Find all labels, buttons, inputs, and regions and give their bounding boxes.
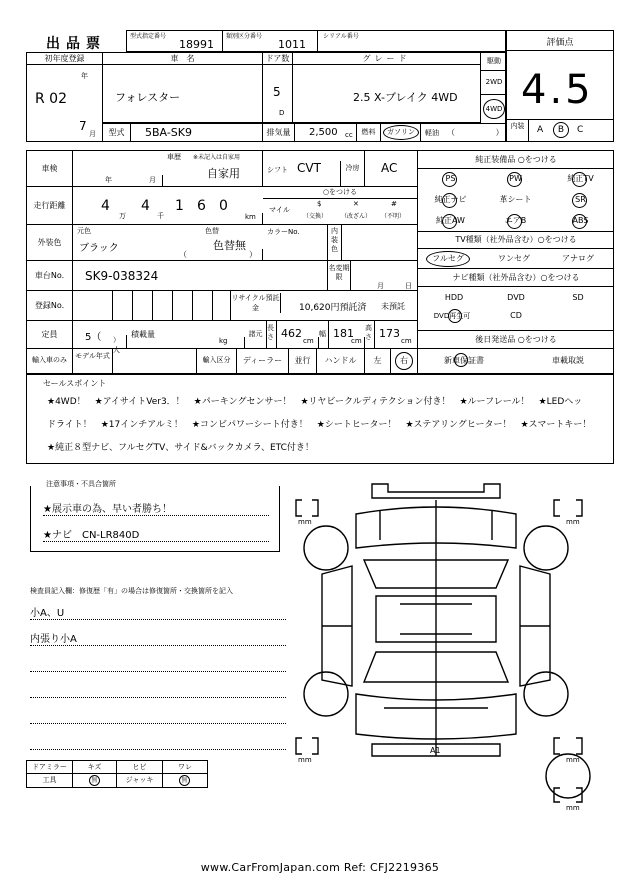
mileage-digit-3: 1 [175,198,184,214]
mm-rl: mm [298,756,312,764]
inspector-line-2: 内張り小A [30,630,286,646]
fuel-circled: ガソリン [383,125,419,140]
specs-box: 車検 年 月 車歴 ※未記入は自家用 自家用 シフト CVT 冷房 AC 走行距離 4 万 4 千 1 6 0 km ○をつける マイル $ （交換） ✕ （改ざん） # （不明） 外装色 元色 ブラック 色替 色替無 （ ） カラーNo. 内装色 車台No. SK9-038324 名変期限 月 日 登録No. リサイクル預託金 10,620円預託済 未預託 定員 5（ ）人 積載量 kg 諸元 長さ 462 cm 幅 181 cm 高さ 173 cm 輸入車のみ モデル年式 輸入区分 ディーラー 並行 ハンドル 左 右 純正装備品 ○をつける PS PW 純正TV 純正ナビ 革シート SR 純正AW エアB ABS TV種類（社外品含む）○をつける フルセグ ワンセグ アナログ ナビ種類（社外品含む）○をつける HDD DVD SD DVD再生可 CD 後日発送品 ○をつける 新車保証書 車載取説 [26,150,614,374]
mm-rr: mm [566,756,580,764]
repaint: 色替無 [213,239,246,252]
score-box: 評価点 4.5 内装 A B C [506,30,614,142]
evaluation-score: 4.5 [521,67,594,113]
mm-fl: mm [298,518,312,526]
notes-label: 注意事項・不具合箇所 [46,480,116,488]
capacity: 5（ [85,332,102,343]
jack-none: 無 [179,775,190,786]
equip-leather: 革シート [499,195,532,204]
exterior-color: ブラック [79,243,119,254]
equip-aw: 純正AW [436,216,465,225]
vehicle-box: 初年度登録 年 R 02 7 月 車 名 フォレスター ドア数 5 D グレード 2.5 X-ブレイク 4WD 駆動 2WD 4WD 型式 5BA-SK9 排気量 2,500 cc 燃料 ガソリン 軽油 （ ） [26,52,506,142]
recycle-fee: 10,620円預託済 [299,303,367,313]
grade: 2.5 X-ブレイク 4WD [353,91,458,104]
equipment-panel: 純正装備品 ○をつける PS PW 純正TV 純正ナビ 革シート SR 純正AW エアB ABS TV種類（社外品含む）○をつける フルセグ ワンセグ アナログ ナビ種類（社外品含む）○をつける HDD DVD SD DVD再生可 CD 後日発送品 ○をつける 新車保証書 車載取説 [417,151,613,373]
model-type: 5BA-SK9 [131,124,263,142]
equip-tv: 純正TV [567,174,594,183]
equip-navi: 純正ナビ [434,195,467,204]
header-codes: 型式指定番号 18991 類別区分番号 1011 シリアル番号 [126,30,506,52]
mileage-digit-5: 0 [219,198,228,214]
equip-abs: ABS [572,216,589,225]
equip-airbag: エアB [504,216,527,225]
note-line-1: ★展示車の為、早い者勝ち！ [43,500,269,516]
sales-line-1: ★4WD！ ★アイサイトVer3．！ ★パーキングセンサー！ ★リヤビークルディテクション付き！ ★ルーフレール！ ★LEDヘッ [47,397,583,407]
mileage-digit-4: 6 [197,198,206,214]
doors: 5 [273,85,281,99]
first-reg-year: R 02 [35,91,67,107]
handle-right-circled: 右 [395,352,413,370]
tools-none: 無 [89,775,100,786]
interior-grade-circled: B [553,122,569,138]
chassis-number: SK9-038324 [85,269,159,283]
mileage-digit-1: 4 [101,198,110,214]
drive-4wd-circled: 4WD [483,99,505,119]
tv-fullseg-circled: フルセグ [426,251,470,267]
mm-spare: mm [566,804,580,812]
sales-line-2: ドライト！ ★17インチアルミ！ ★コンビパワーシート付き！ ★シートヒーター！ ★ステアリングヒーター！ ★スマートキー！ [47,420,592,430]
shift: CVT [297,161,341,187]
legend-table: ドアミラー キズ ヒビ ワレ 工具 無 ジャッキ 無 [26,760,208,788]
mm-fr: mm [566,518,580,526]
sales-points-box: セールスポイント ★4WD！ ★アイサイトVer3．！ ★パーキングセンサー！ ★リヤビークルディテクション付き！ ★ルーフレール！ ★LEDヘッ ドライト！ ★17インチアルミ！ ★コンビパワーシート付き！ ★シートヒーター！ ★ステアリングヒーター！ ★スマートキー！ ★純正８型ナビ、フルセグTV、サイド&バックカメラ、ETC付き！ [26,374,614,464]
displacement: 2,500 [309,127,338,138]
sales-line-3: ★純正８型ナビ、フルセグTV、サイド&バックカメラ、ETC付き！ [47,443,314,453]
equip-ps: PS [445,174,456,183]
aircon: AC [381,161,398,175]
class-code: 1011 [278,38,306,51]
inspector-line-1: 小A、U [30,604,286,620]
height: 173 [379,327,400,340]
footer-ref: www.CarFromJapan.com Ref: CFJ2219365 [200,861,440,874]
mileage-digit-2: 4 [141,198,150,214]
inspector-label: 検査員記入欄：修復歴「有」の場合は修復箇所・交換箇所を記入 [30,587,233,595]
form-title: 出品票 [46,36,106,52]
equip-sr: SR [575,195,586,204]
usage: 自家用 [207,167,240,180]
length: 462 [281,327,302,340]
equip-pw: PW [509,174,522,183]
damage-mark-a1: A1 [430,746,441,755]
model-code: 18991 [179,38,214,51]
first-reg-month: 7 [79,119,87,133]
note-line-2: ★ナビ CN-LR840D [43,526,269,542]
car-name: フォレスター [115,91,181,104]
width: 181 [333,327,354,340]
